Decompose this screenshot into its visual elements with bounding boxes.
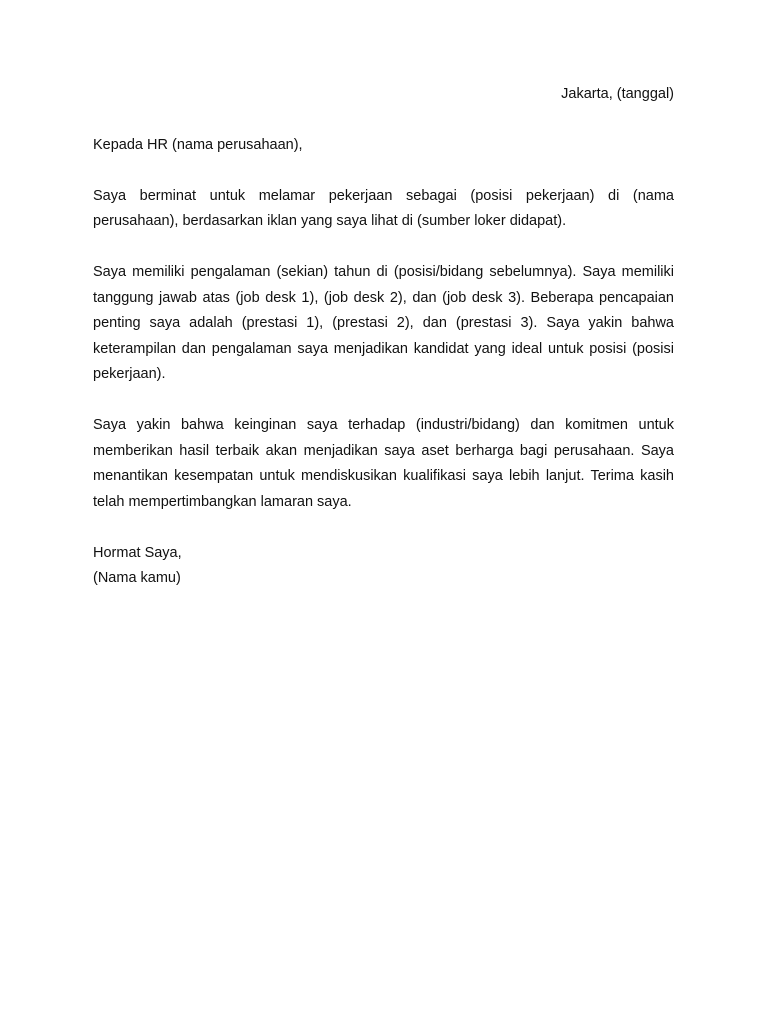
paragraph-motivation: Saya yakin bahwa keinginan saya terhadap (industri/bidang) dan komitmen untuk memberikan hasil terbaik akan menjadikan saya aset berharga bagi perusahaan. Saya menantikan kesempatan untuk mendiskusikan kualifikasi saya lebih lanjut. Terima kasih telah mempertimbangkan lamaran saya. [93,417,674,510]
date-line: Jakarta, (tanggal) [561,86,674,102]
paragraph-experience: Saya memiliki pengalaman (sekian) tahun di (posisi/bidang sebelumnya). Saya memiliki tanggung jawab atas (job desk 1), (job desk 2), dan (job desk 3). Beberapa pencapaian penting saya adalah (prestasi 1), (prestasi 2), dan (prestasi 3). Saya yakin bahwa keterampilan dan pengalaman saya menjadikan kandidat yang ideal untuk posisi (posisi pekerjaan). [93,264,674,382]
paragraph-intro: Saya berminat untuk melamar pekerjaan sebagai (posisi pekerjaan) di (nama perusahaan), berdasarkan iklan yang saya lihat di (sumber loker didapat). [93,187,674,229]
signature-name: (Nama kamu) [93,570,181,586]
salutation: Kepada HR (nama perusahaan), [93,136,303,153]
closing-line: Hormat Saya, [93,544,182,561]
cover-letter [93,82,674,592]
